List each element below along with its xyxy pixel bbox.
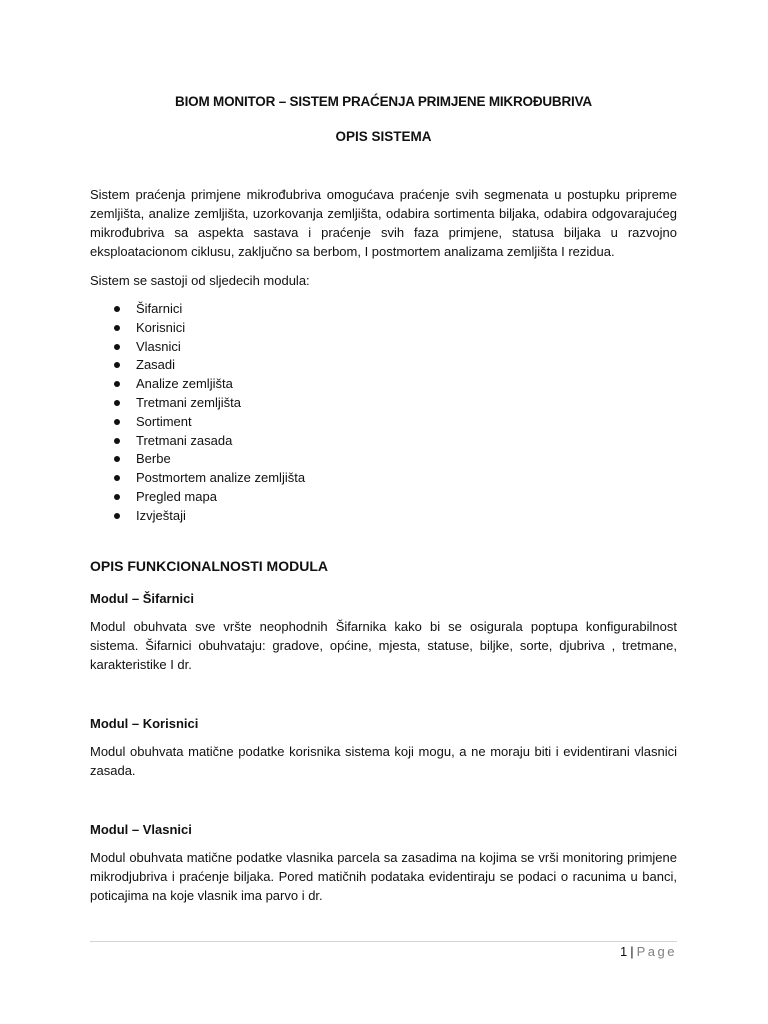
module-text-korisnici: Modul obuhvata matične podatke korisnika sistema koji mogu, a ne moraju biti i evidentirani vlasnici zasada. (90, 743, 677, 778)
modules-intro: Sistem se sastoji od sljedecih modula: (90, 273, 310, 288)
module-heading-sifarnici: Modul – Šifarnici (90, 590, 195, 606)
document-title: BIOM MONITOR – SISTEM PRAĆENJA PRIMJENE MIKROĐUBRIVA (175, 94, 592, 109)
list-item: Berbe (136, 450, 677, 469)
module-text-vlasnici: Modul obuhvata matične podatke vlasnika parcela sa zasadima na kojima se vrši monitoring primjene mikrodjubriva i praćenje biljaka. Pored matičnih podataka evidentiraju se podaci o racunima u banci, poticajima na koje vlasnik ima parvo i dr. (90, 849, 677, 903)
list-item: Postmortem analize zemljišta (136, 469, 677, 488)
list-item: Tretmani zasada (136, 432, 677, 451)
modules-list (90, 300, 677, 526)
list-item: Izvještaji (136, 507, 677, 526)
section-heading: OPIS FUNKCIONALNOSTI MODULA (90, 557, 328, 574)
module-heading-vlasnici: Modul – Vlasnici (90, 821, 192, 837)
list-item: Vlasnici (136, 338, 677, 357)
list-item: Korisnici (136, 319, 677, 338)
intro-paragraph: Sistem praćenja primjene mikrođubriva omogućava praćenje svih segmenata u postupku pripreme zemljišta, analize zemljišta, uzorkovanja zemljišta, odabira sortimenta biljaka, odabira odgovarajućeg mikrođubriva sa aspekta sastava i praćenje svih faza primjene, statusa biljaka u razvojno eksploatacionom ciklusu, zaključno sa berbom, I postmortem analizama zemljišta I rezidua. (90, 187, 677, 259)
list-item: Šifarnici (136, 300, 677, 319)
footer-divider (90, 941, 677, 942)
module-text-sifarnici: Modul obuhvata sve vršte neophodnih Šifarnika kako bi se osigurala poptupa konfigurabilnost sistema. Šifarnici obuhvataju: gradove, općine, mjesta, statuse, biljke, sorte, djubriva , tretmane, karakteristike I dr. (90, 618, 677, 672)
page-number: 1 (620, 944, 628, 959)
spacer (90, 684, 677, 714)
spacer (90, 790, 677, 820)
document-subtitle: OPIS SISTEMA (335, 129, 432, 144)
list-item: Analize zemljišta (136, 375, 677, 394)
document-content (90, 92, 677, 915)
list-item: Pregled mapa (136, 488, 677, 507)
list-item: Zasadi (136, 356, 677, 375)
page-footer (620, 944, 677, 960)
list-item: Sortiment (136, 413, 677, 432)
page-label: Page (636, 944, 677, 959)
list-item: Tretmani zemljišta (136, 394, 677, 413)
footer-separator: | (630, 944, 634, 959)
module-heading-korisnici: Modul – Korisnici (90, 715, 199, 731)
